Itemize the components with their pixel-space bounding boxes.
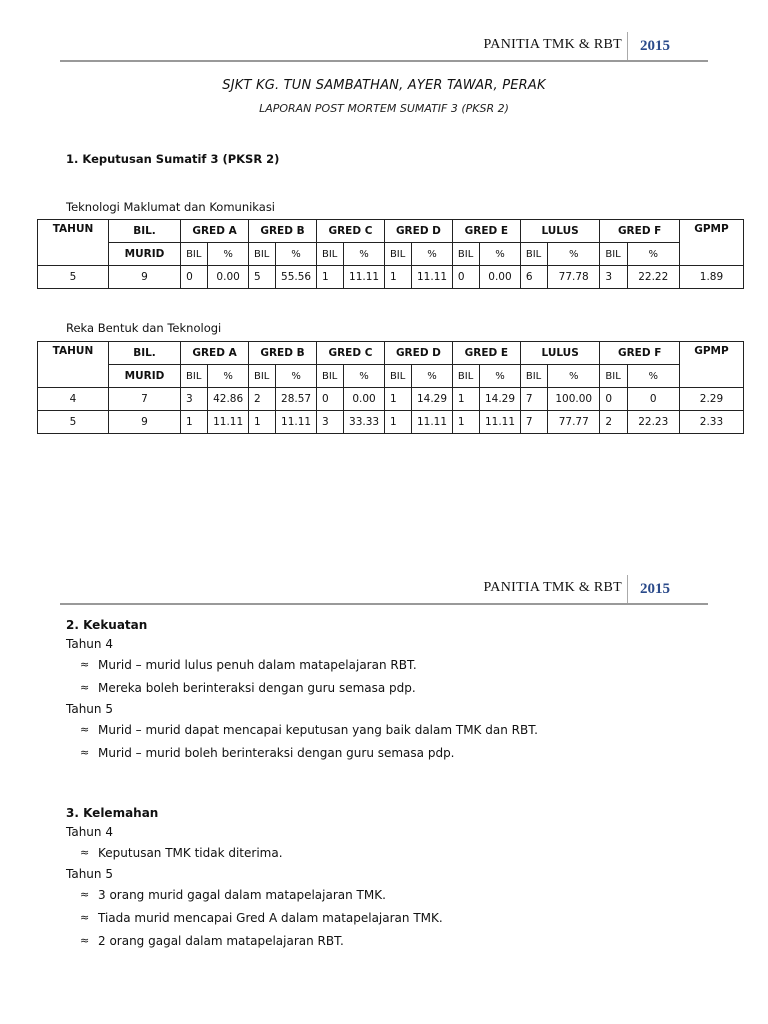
table-cell: 9 [108, 411, 180, 434]
subheader-bil: BIL [600, 365, 627, 388]
header-title: PANITIA TMK & RBT [483, 580, 622, 595]
page-header [60, 575, 708, 605]
subheader-percent: % [208, 365, 249, 388]
table-cell: 7 [520, 388, 547, 411]
table-cell: 77.78 [548, 266, 600, 289]
table-cell: 3 [600, 266, 627, 289]
table-cell: 0.00 [344, 388, 385, 411]
list-item [66, 721, 538, 739]
list-item-text: Murid – murid boleh berinteraksi dengan guru semasa pdp. [98, 746, 455, 760]
subheader-percent: % [627, 365, 679, 388]
subheader-percent: % [548, 243, 600, 266]
header-divider [627, 32, 628, 62]
table-row [38, 411, 744, 434]
bullet-icon: ≈ [80, 934, 90, 947]
table-cell: 11.11 [344, 266, 385, 289]
col-header-lulus: LULUS [520, 220, 600, 243]
subheader-percent: % [548, 365, 600, 388]
table-cell: 55.56 [276, 266, 317, 289]
subheader-bil: BIL [384, 243, 411, 266]
table-1-label: Teknologi Maklumat dan Komunikasi [66, 200, 275, 214]
bullet-icon: ≈ [80, 658, 90, 671]
results-table-rbt [37, 341, 744, 434]
table-cell: 3 [316, 411, 343, 434]
table-cell: 11.11 [276, 411, 317, 434]
table-cell: 2.29 [679, 388, 743, 411]
subheader-percent: % [276, 243, 317, 266]
col-header-gred-a: GRED A [181, 342, 249, 365]
table-cell: 1 [384, 388, 411, 411]
table-cell: 1 [452, 411, 479, 434]
table-cell: 5 [248, 266, 275, 289]
table-cell: 11.11 [208, 411, 249, 434]
table-cell: 1 [384, 266, 411, 289]
table-cell: 22.23 [627, 411, 679, 434]
subheader-bil: BIL [520, 243, 547, 266]
table-cell: 5 [38, 411, 109, 434]
table-2-label: Reka Bentuk dan Teknologi [66, 321, 222, 335]
table-cell: 1 [384, 411, 411, 434]
bullet-icon: ≈ [80, 846, 90, 859]
header-rule [60, 60, 708, 62]
table-cell: 14.29 [412, 388, 453, 411]
section-title: 3. Kelemahan [66, 806, 159, 820]
table-cell: 0.00 [208, 266, 249, 289]
list-item [66, 679, 538, 697]
subheader-bil: BIL [181, 243, 208, 266]
bullet-list [66, 721, 538, 762]
table-cell: 1 [181, 411, 208, 434]
table-cell: 5 [38, 266, 109, 289]
bullet-list [66, 656, 538, 697]
col-header-gred-a: GRED A [181, 220, 249, 243]
bullet-list [66, 844, 443, 862]
col-header-gred-d: GRED D [384, 342, 452, 365]
subheader-percent: % [627, 243, 679, 266]
table-cell: 0 [316, 388, 343, 411]
header-rule [60, 603, 708, 605]
subheader-percent: % [412, 365, 453, 388]
section-1-title: 1. Keputusan Sumatif 3 (PKSR 2) [66, 152, 280, 166]
table-cell: 0.00 [480, 266, 521, 289]
subheader-bil: BIL [316, 243, 343, 266]
list-item [66, 744, 538, 762]
col-header-bil: BIL. [108, 342, 180, 365]
subheader-bil: BIL [249, 365, 276, 388]
subheader-percent: % [480, 365, 521, 388]
subheader-bil: BIL [248, 243, 275, 266]
header-divider [627, 575, 628, 605]
table-cell: 22.22 [627, 266, 679, 289]
subheader-percent: % [480, 243, 521, 266]
list-item [66, 656, 538, 674]
table-cell: 11.11 [480, 411, 521, 434]
col-header-gred-f: GRED F [600, 220, 680, 243]
col-header-tahun: TAHUN [38, 220, 109, 266]
table-cell: 6 [520, 266, 547, 289]
subheader-bil: BIL [384, 365, 411, 388]
header-year: 2015 [640, 38, 670, 54]
table-cell: 7 [108, 388, 180, 411]
header-year: 2015 [640, 581, 670, 597]
bullet-icon: ≈ [80, 746, 90, 759]
table-cell: 14.29 [480, 388, 521, 411]
col-header-gred-c: GRED C [316, 220, 384, 243]
subheader-bil: BIL [600, 243, 627, 266]
col-header-gred-b: GRED B [249, 342, 317, 365]
list-item-text: Keputusan TMK tidak diterima. [98, 846, 283, 860]
subheader-percent: % [344, 365, 385, 388]
table-cell: 100.00 [548, 388, 600, 411]
list-item [66, 932, 443, 950]
subheader-percent: % [208, 243, 249, 266]
subheader-percent: % [276, 365, 317, 388]
table-cell: 0 [600, 388, 627, 411]
col-header-murid: MURID [108, 365, 180, 388]
table-row [38, 388, 744, 411]
subheader-bil: BIL [181, 365, 208, 388]
table-cell: 0 [181, 266, 208, 289]
col-header-tahun: TAHUN [38, 342, 109, 388]
subheader-bil: BIL [452, 243, 479, 266]
col-header-gred-c: GRED C [316, 342, 384, 365]
section-title: 2. Kekuatan [66, 618, 148, 632]
section-kekuatan [66, 618, 538, 767]
list-item-text: Murid – murid lulus penuh dalam matapelajaran RBT. [98, 658, 417, 672]
col-header-gpmp: GPMP [679, 342, 743, 388]
list-item-text: 2 orang gagal dalam matapelajaran RBT. [98, 934, 344, 948]
page-header [60, 32, 708, 62]
list-item [66, 909, 443, 927]
bullet-list [66, 886, 443, 950]
list-item-text: Mereka boleh berinteraksi dengan guru semasa pdp. [98, 681, 416, 695]
table-cell: 2 [249, 388, 276, 411]
list-item [66, 844, 443, 862]
col-header-gred-e: GRED E [452, 220, 520, 243]
col-header-bil: BIL. [108, 220, 180, 243]
table-cell: 3 [181, 388, 208, 411]
table-cell: 4 [38, 388, 109, 411]
year-label: Tahun 5 [66, 867, 113, 881]
table-cell: 0 [627, 388, 679, 411]
list-item [66, 886, 443, 904]
bullet-icon: ≈ [80, 723, 90, 736]
bullet-icon: ≈ [80, 911, 90, 924]
subheader-percent: % [344, 243, 385, 266]
table-cell: 42.86 [208, 388, 249, 411]
col-header-gred-b: GRED B [248, 220, 316, 243]
table-cell: 1 [452, 388, 479, 411]
subheader-percent: % [412, 243, 453, 266]
bullet-icon: ≈ [80, 888, 90, 901]
header-title: PANITIA TMK & RBT [483, 37, 622, 52]
col-header-lulus: LULUS [520, 342, 600, 365]
table-row [38, 266, 744, 289]
table-cell: 1 [316, 266, 343, 289]
table-cell: 9 [108, 266, 180, 289]
report-title: LAPORAN POST MORTEM SUMATIF 3 (PKSR 2) [259, 102, 509, 115]
list-item-text: Tiada murid mencapai Gred A dalam matapelajaran TMK. [98, 911, 443, 925]
table-cell: 1.89 [679, 266, 743, 289]
table-cell: 2.33 [679, 411, 743, 434]
table-cell: 11.11 [412, 411, 453, 434]
table-cell: 28.57 [276, 388, 317, 411]
col-header-murid: MURID [108, 243, 180, 266]
subheader-bil: BIL [452, 365, 479, 388]
table-cell: 11.11 [412, 266, 453, 289]
year-label: Tahun 4 [66, 637, 113, 651]
list-item-text: 3 orang murid gagal dalam matapelajaran TMK. [98, 888, 386, 902]
col-header-gred-d: GRED D [384, 220, 452, 243]
table-cell: 1 [249, 411, 276, 434]
table-cell: 7 [520, 411, 547, 434]
subheader-bil: BIL [520, 365, 547, 388]
col-header-gpmp: GPMP [679, 220, 743, 266]
col-header-gred-e: GRED E [452, 342, 520, 365]
year-label: Tahun 5 [66, 702, 113, 716]
table-cell: 0 [452, 266, 479, 289]
results-table-tmk [37, 219, 744, 289]
table-cell: 77.77 [548, 411, 600, 434]
table-cell: 2 [600, 411, 627, 434]
table-cell: 33.33 [344, 411, 385, 434]
year-label: Tahun 4 [66, 825, 113, 839]
bullet-icon: ≈ [80, 681, 90, 694]
section-kelemahan [66, 806, 443, 955]
list-item-text: Murid – murid dapat mencapai keputusan yang baik dalam TMK dan RBT. [98, 723, 538, 737]
col-header-gred-f: GRED F [600, 342, 680, 365]
school-title: SJKT KG. TUN SAMBATHAN, AYER TAWAR, PERAK [222, 78, 546, 93]
subheader-bil: BIL [316, 365, 343, 388]
